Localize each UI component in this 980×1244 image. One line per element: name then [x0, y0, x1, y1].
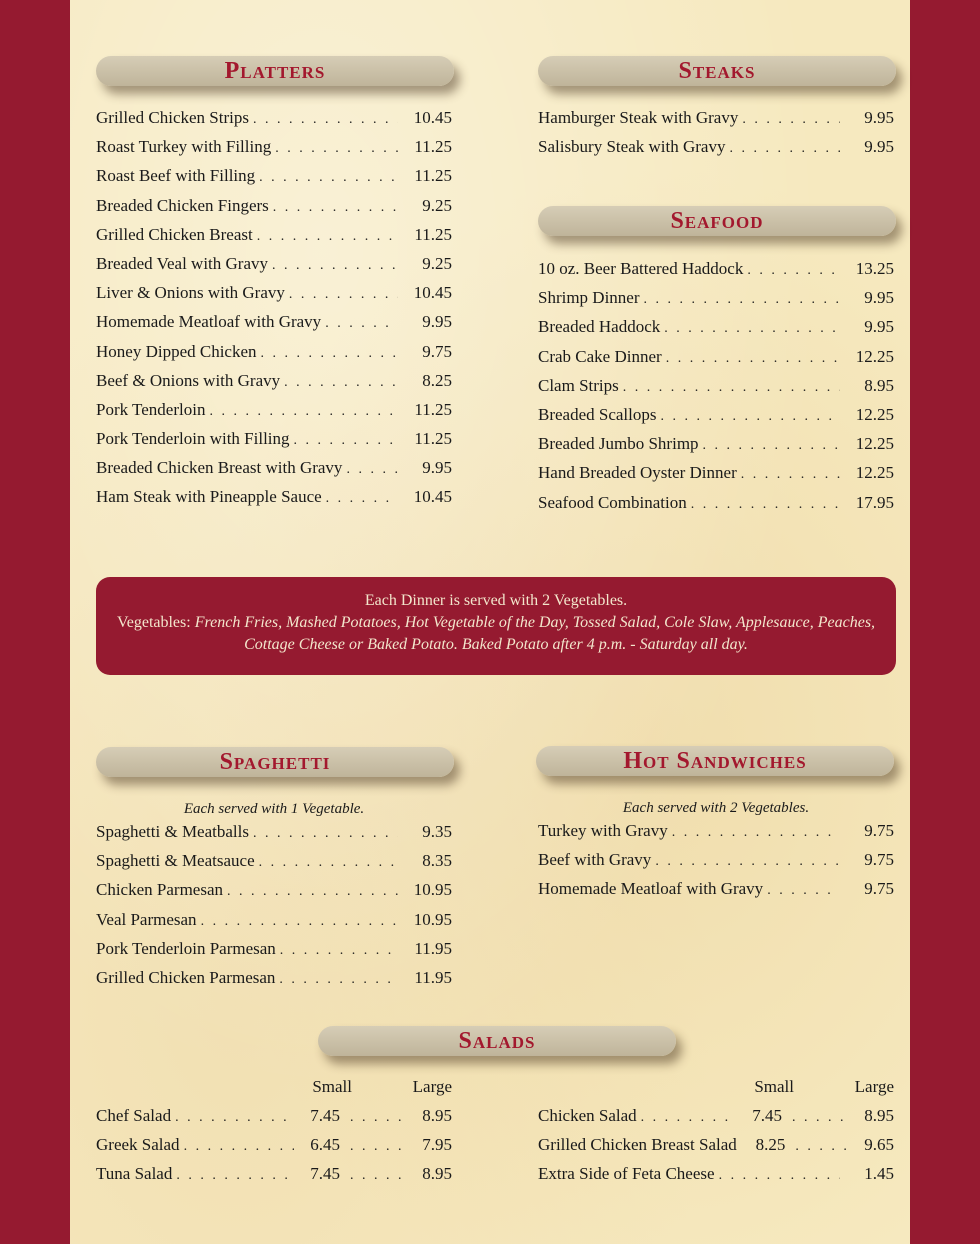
- dot-leader: [272, 251, 398, 280]
- menu-item-name: Roast Beef with Filling: [96, 166, 256, 186]
- salad-extra-item: [538, 1159, 894, 1188]
- salad-small-price: 7.45: [310, 1106, 340, 1125]
- dot-leader: [672, 818, 840, 847]
- dot-leader: [644, 285, 840, 314]
- menu-item-name: Pork Tenderloin with Filling: [96, 429, 290, 449]
- menu-item-price: 9.95: [422, 458, 452, 478]
- dot-leader: [767, 876, 840, 905]
- salad-item: [538, 1101, 894, 1130]
- salad-large-price: 8.95: [422, 1164, 452, 1184]
- menu-item-name: Breaded Chicken Fingers: [96, 195, 269, 215]
- menu-item-name: Hand Breaded Oyster Dinner: [538, 463, 737, 483]
- menu-item-name: Breaded Scallops: [538, 404, 657, 424]
- menu-item: [96, 366, 452, 395]
- menu-item: [538, 874, 894, 903]
- menu-item-name: Breaded Haddock: [538, 317, 661, 337]
- menu-item-name: Spaghetti & Meatballs: [96, 822, 249, 841]
- menu-item: [96, 934, 452, 963]
- menu-item: [96, 249, 452, 278]
- menu-item: [538, 342, 894, 371]
- menu-item-price: 17.95: [855, 492, 894, 512]
- dot-leader: [275, 134, 398, 163]
- salad-large-price: 8.95: [864, 1106, 894, 1125]
- menu-item: [96, 161, 452, 190]
- salad-large-price: 7.95: [422, 1135, 452, 1155]
- dot-leader: [666, 344, 840, 373]
- salad-item: [96, 1130, 452, 1159]
- menu-item-price: 11.25: [414, 224, 452, 244]
- dot-leader: [792, 1103, 844, 1132]
- dot-leader: [201, 907, 398, 936]
- menu-item: [96, 905, 452, 934]
- menu-item-price: 9.95: [864, 288, 894, 308]
- dot-leader: [253, 105, 398, 134]
- menu-item-name: Honey Dipped Chicken: [96, 341, 257, 361]
- dot-leader: [259, 163, 398, 192]
- menu-item: [538, 429, 894, 458]
- platters-list: [96, 103, 452, 512]
- dot-leader: [261, 339, 398, 368]
- menu-item-name: 10 oz. Beer Battered Haddock: [538, 259, 744, 278]
- menu-item-name: Grilled Chicken Parmesan: [96, 967, 276, 987]
- menu-item-name: Breaded Jumbo Shrimp: [538, 434, 699, 454]
- salads-header: [318, 1026, 676, 1056]
- menu-item-name: Salisbury Steak with Gravy: [538, 137, 726, 157]
- menu-item-price: 9.75: [864, 850, 894, 870]
- salad-small-price: 6.45: [310, 1135, 340, 1155]
- menu-item-name: Clam Strips: [538, 375, 619, 395]
- dot-leader: [257, 222, 398, 251]
- seafood-title: Seafood: [670, 207, 764, 234]
- salad-item-name: Chicken Salad: [538, 1106, 637, 1125]
- menu-item-name: Spaghetti & Meatsauce: [96, 851, 255, 871]
- vegetables-list: French Fries, Mashed Potatoes, Hot Vegetable of the Day, Tossed Salad, Cole Slaw, Applesauce, Peaches,: [194, 614, 876, 631]
- spaghetti-note: Each served with 1 Vegetable.: [183, 801, 365, 817]
- menu-item-name: Roast Turkey with Filling: [96, 137, 272, 157]
- salads-title: Salads: [458, 1027, 536, 1054]
- dot-leader: [253, 819, 398, 848]
- menu-item-price: 9.25: [422, 195, 452, 215]
- hot-sandwiches-list: [538, 816, 894, 904]
- salads-extra: [538, 1159, 894, 1188]
- dot-leader: [664, 314, 840, 343]
- menu-item-name: Turkey with Gravy: [538, 821, 668, 840]
- salads-left-list: [96, 1101, 452, 1189]
- menu-item-name: Pork Tenderloin: [96, 399, 206, 419]
- menu-item-price: 13.25: [855, 259, 894, 278]
- menu-item-price: 11.25: [414, 137, 452, 157]
- menu-item-name: Seafood Combination: [538, 492, 687, 512]
- menu-item-price: 12.25: [855, 346, 894, 366]
- menu-item-price: 12.25: [855, 463, 894, 483]
- menu-item: [96, 278, 452, 307]
- menu-item-name: Breaded Veal with Gravy: [96, 253, 268, 273]
- spaghetti-header: [96, 747, 454, 777]
- menu-item-name: Beef with Gravy: [538, 850, 652, 870]
- dot-leader: [350, 1161, 402, 1190]
- seafood-list: [538, 254, 894, 517]
- menu-item: [538, 400, 894, 429]
- salads-right-small-label: Small: [754, 1077, 794, 1096]
- salad-large-price: 8.95: [422, 1106, 452, 1125]
- platters-title: Platters: [224, 57, 326, 84]
- spaghetti-list: [96, 817, 452, 992]
- platters-header: [96, 56, 454, 86]
- menu-item: [96, 963, 452, 992]
- menu-item-price: 10.95: [413, 880, 452, 900]
- menu-item: [96, 846, 452, 875]
- menu-item-name: Liver & Onions with Gravy: [96, 283, 285, 303]
- menu-item-price: 8.95: [864, 375, 894, 395]
- dot-leader: [350, 1103, 402, 1132]
- dot-leader: [259, 848, 398, 877]
- dot-leader: [209, 397, 398, 426]
- menu-item: [538, 103, 894, 132]
- hot-sandwiches-title: Hot Sandwiches: [623, 747, 807, 774]
- salad-item-name: Chef Salad: [96, 1106, 172, 1125]
- vegetables-list-cont: Cottage Cheese or Baked Potato. Baked Potato after 4 p.m. - Saturday all day.: [244, 636, 748, 653]
- menu-item: [96, 132, 452, 161]
- hot-sandwiches-header: [536, 746, 894, 776]
- dot-leader: [719, 1161, 840, 1190]
- menu-item-price: 9.75: [422, 341, 452, 361]
- menu-item-name: Hamburger Steak with Gravy: [538, 108, 739, 127]
- menu-item-price: 9.75: [864, 879, 894, 899]
- vegetables-label: Vegetables:: [116, 614, 191, 631]
- dot-leader: [289, 280, 398, 309]
- salad-item: [538, 1130, 894, 1159]
- dot-leader: [729, 134, 840, 163]
- menu-item: [538, 283, 894, 312]
- dot-leader: [273, 193, 398, 222]
- menu-item-name: Pork Tenderloin Parmesan: [96, 938, 276, 958]
- menu-item: [96, 191, 452, 220]
- menu-item-price: 12.25: [855, 434, 894, 454]
- hot-sandwiches-note: Each served with 2 Vegetables.: [622, 800, 810, 816]
- seafood-header: [538, 206, 896, 236]
- dot-leader: [350, 1132, 402, 1161]
- dot-leader: [326, 484, 398, 513]
- menu-item-name: Ham Steak with Pineapple Sauce: [96, 487, 322, 507]
- dot-leader: [346, 455, 398, 484]
- menu-item-name: Shrimp Dinner: [538, 288, 640, 308]
- salads-right-list: [538, 1101, 894, 1159]
- menu-item-name: Breaded Chicken Breast with Gravy: [96, 458, 343, 478]
- menu-item-name: Homemade Meatloaf with Gravy: [96, 312, 322, 332]
- menu-item-price: 10.45: [413, 283, 452, 303]
- menu-item-price: 11.25: [414, 399, 452, 419]
- dot-leader: [623, 373, 840, 402]
- dot-leader: [294, 426, 398, 455]
- menu-item-price: 8.35: [422, 851, 452, 871]
- menu-item-price: 10.95: [413, 909, 452, 929]
- dot-leader: [176, 1161, 294, 1190]
- menu-item: [96, 817, 452, 846]
- dot-leader: [284, 368, 398, 397]
- vegetables-line2: [96, 612, 896, 634]
- salads-left-small-label: Small: [312, 1077, 352, 1096]
- menu-item-name: Crab Cake Dinner: [538, 346, 662, 366]
- menu-item-name: Homemade Meatloaf with Gravy: [538, 879, 764, 899]
- salad-small-price: 8.25: [755, 1135, 786, 1155]
- menu-item-name: Grilled Chicken Strips: [96, 108, 249, 127]
- dot-leader: [279, 965, 398, 994]
- menu-item-price: 11.25: [414, 166, 452, 186]
- menu-item-price: 9.95: [864, 317, 894, 337]
- salad-small-price: 7.45: [310, 1164, 340, 1184]
- dot-leader: [795, 1132, 845, 1161]
- menu-item: [96, 875, 452, 904]
- menu-item: [96, 453, 452, 482]
- menu-item-price: 9.75: [864, 821, 894, 840]
- menu-item: [96, 307, 452, 336]
- menu-item-price: 10.45: [413, 487, 452, 507]
- salad-item-name: Tuna Salad: [96, 1164, 173, 1184]
- steaks-list: [538, 103, 894, 161]
- menu-item: [96, 103, 452, 132]
- vegetables-line1: Each Dinner is served with 2 Vegetables.: [364, 592, 628, 609]
- salad-extra-name: Extra Side of Feta Cheese: [538, 1164, 715, 1183]
- menu-item-price: 9.95: [864, 108, 894, 127]
- salads-right-large-label: Large: [854, 1077, 894, 1096]
- dot-leader: [175, 1103, 294, 1132]
- dot-leader: [747, 256, 840, 285]
- vegetables-line3: [96, 634, 896, 656]
- menu-item-price: 11.95: [414, 967, 452, 987]
- menu-item: [538, 312, 894, 341]
- menu-item-price: 11.25: [414, 429, 452, 449]
- menu-item-price: 9.35: [422, 822, 452, 841]
- menu-item: [538, 254, 894, 283]
- steaks-title: Steaks: [678, 57, 756, 84]
- salad-item-name: Grilled Chicken Breast Salad: [538, 1135, 737, 1155]
- menu-item-name: Grilled Chicken Breast: [96, 224, 253, 244]
- dot-leader: [641, 1103, 736, 1132]
- dot-leader: [280, 936, 398, 965]
- menu-item: [96, 220, 452, 249]
- menu-item: [538, 816, 894, 845]
- menu-item-price: 12.25: [855, 404, 894, 424]
- menu-item-price: 11.95: [414, 938, 452, 958]
- dot-leader: [742, 105, 840, 134]
- menu-item-name: Chicken Parmesan: [96, 880, 223, 900]
- dot-leader: [691, 490, 840, 519]
- menu-item: [538, 458, 894, 487]
- dot-leader: [703, 431, 840, 460]
- salad-extra-price: 1.45: [864, 1164, 894, 1183]
- menu-item: [538, 488, 894, 517]
- dot-leader: [741, 460, 840, 489]
- steaks-header: [538, 56, 896, 86]
- menu-item: [96, 395, 452, 424]
- spaghetti-title: Spaghetti: [219, 748, 331, 775]
- menu-item: [96, 424, 452, 453]
- salad-item-name: Greek Salad: [96, 1135, 180, 1155]
- menu-item-price: 9.95: [422, 312, 452, 332]
- vegetables-info-box: [96, 577, 896, 675]
- menu-item: [96, 482, 452, 511]
- menu-item: [96, 337, 452, 366]
- salad-item: [96, 1101, 452, 1130]
- menu-item: [538, 132, 894, 161]
- dot-leader: [184, 1132, 294, 1161]
- dot-leader: [661, 402, 841, 431]
- dot-leader: [655, 847, 840, 876]
- menu-item: [538, 845, 894, 874]
- salad-large-price: 9.65: [864, 1135, 894, 1155]
- menu-item-price: 9.25: [422, 253, 452, 273]
- menu-item-name: Veal Parmesan: [96, 909, 197, 929]
- menu-item-price: 9.95: [864, 137, 894, 157]
- dot-leader: [325, 309, 398, 338]
- menu-item: [538, 371, 894, 400]
- salad-item: [96, 1159, 452, 1188]
- menu-item-price: 10.45: [413, 108, 452, 127]
- menu-item-price: 8.25: [422, 370, 452, 390]
- dot-leader: [227, 877, 398, 906]
- menu-item-name: Beef & Onions with Gravy: [96, 370, 281, 390]
- salad-small-price: 7.45: [752, 1106, 782, 1125]
- salads-left-large-label: Large: [412, 1077, 452, 1096]
